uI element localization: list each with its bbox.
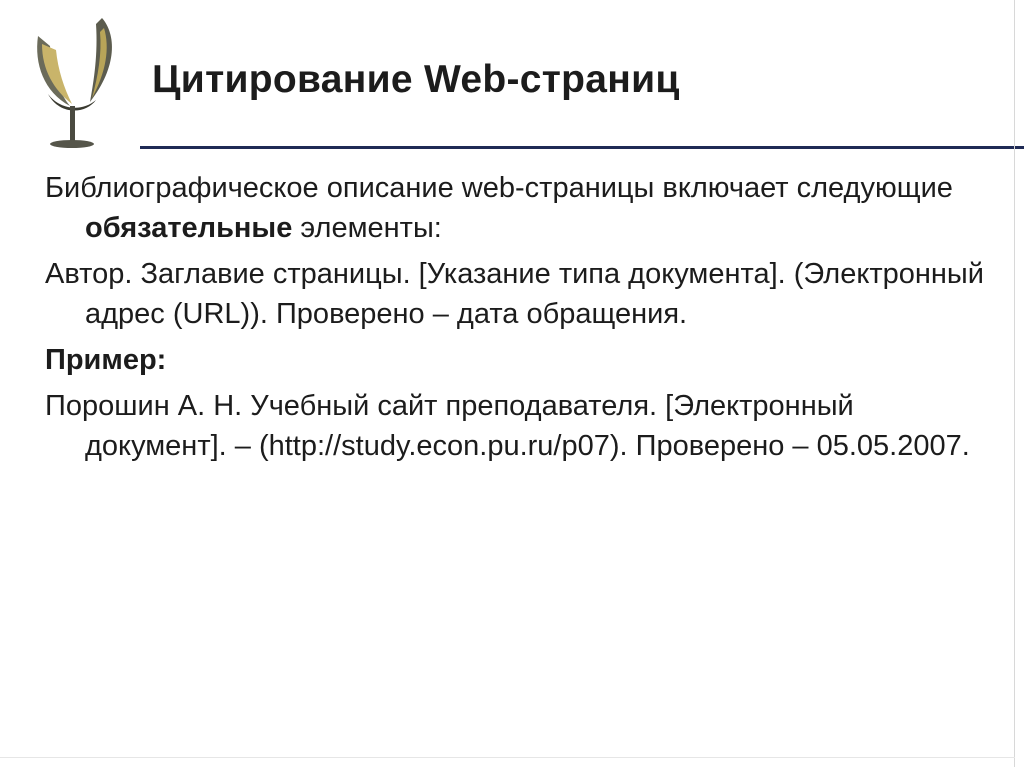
intro-bold-word: обязательные — [85, 212, 293, 244]
logo-stem — [70, 106, 75, 142]
example-paragraph: Порошин А. Н. Учебный сайт преподавателя. [Электронный документ]. – (http://study.econ.pu.ru/p07). Проверено – 05.05.2007. — [45, 390, 970, 462]
intro-text-end: элементы: — [292, 212, 442, 244]
title-underline — [140, 146, 1024, 149]
logo-base — [50, 140, 94, 148]
slide-bottom-edge — [0, 757, 1015, 758]
slide-right-edge — [1014, 0, 1015, 767]
slide-title: Цитирование Web-страниц — [152, 58, 680, 101]
intro-text-start: Библиографическое описание web-страницы включает следующие — [45, 172, 953, 204]
intro-paragraph — [45, 168, 995, 248]
example-heading: Пример: — [45, 344, 167, 376]
wine-glass-logo-icon — [30, 14, 130, 154]
template-paragraph: Автор. Заглавие страницы. [Указание типа документа]. (Электронный адрес (URL)). Проверено – дата обращения. — [45, 258, 984, 330]
logo-graphic — [30, 14, 130, 154]
slide-body — [45, 168, 995, 472]
